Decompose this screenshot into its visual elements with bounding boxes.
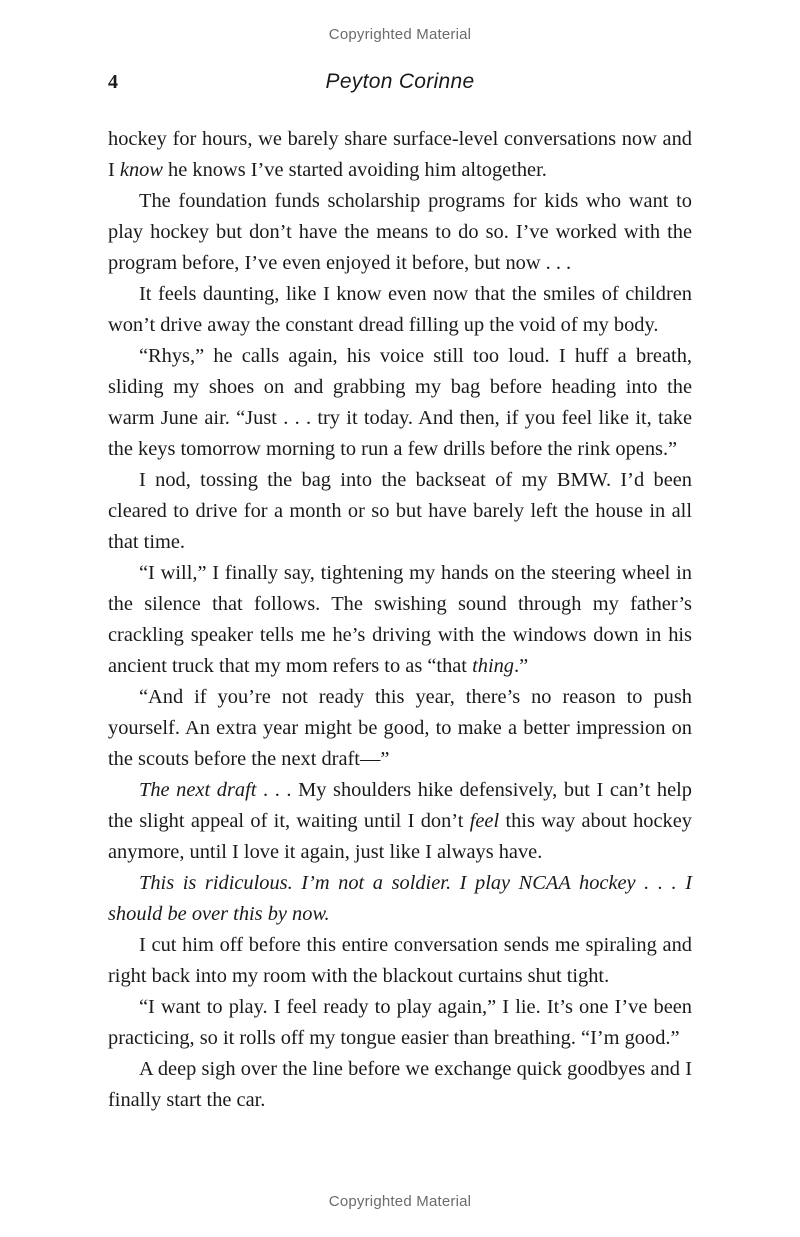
paragraph-8: The next draft . . . My shoulders hike defensively, but I can’t help the slight appeal of it, waiting until I don’t feel this way about hockey anymore, until I love it again, just like I always have. [108, 779, 692, 863]
paragraph-11: “I want to play. I feel ready to play again,” I lie. It’s one I’ve been practicing, so it rolls off my tongue easier than breathing. “I’m good.” [108, 996, 692, 1049]
paragraph-6: “I will,” I finally say, tightening my hands on the steering wheel in the silence that follows. The swishing sound through my father’s crackling speaker tells me he’s driving with the windows down in his ancient truck that my mom refers to as “that thing.” [108, 562, 692, 677]
emphasis-thing: thing [472, 655, 514, 677]
paragraph-2: The foundation funds scholarship programs for kids who want to play hockey but don’t have the means to do so. I’ve worked with the program before, I’ve even enjoyed it before, but now . . . [108, 190, 692, 274]
paragraph-5: I nod, tossing the bag into the backseat of my BMW. I’d been cleared to drive for a month or so but have barely left the house in all that time. [108, 469, 692, 553]
paragraph-12: A deep sigh over the line before we exchange quick goodbyes and I finally start the car. [108, 1058, 692, 1111]
paragraph-9-italic-thought: This is ridiculous. I’m not a soldier. I play NCAA hockey . . . I should be over this by now. [108, 872, 692, 925]
emphasis-feel: feel [469, 810, 500, 832]
paragraph-7: “And if you’re not ready this year, there’s no reason to push yourself. An extra year might be good, to make a better impression on the scouts before the next draft—” [108, 686, 692, 770]
paragraph-10: I cut him off before this entire conversation sends me spiraling and right back into my room with the blackout curtains shut tight. [108, 934, 692, 987]
paragraph-1: hockey for hours, we barely share surface-level conversations now and I know he knows I’ve started avoiding him altogether. [108, 128, 692, 181]
page-number: 4 [108, 71, 118, 93]
copyright-watermark-top: Copyrighted Material [328, 26, 472, 43]
emphasis-next-draft: The next draft [139, 779, 257, 801]
paragraph-3: It feels daunting, like I know even now that the smiles of children won’t drive away the constant dread filling up the void of my body. [108, 283, 692, 336]
copyright-watermark-bottom: Copyrighted Material [328, 1193, 472, 1210]
running-header [108, 68, 692, 96]
paragraph-4: “Rhys,” he calls again, his voice still too loud. I huff a breath, sliding my shoes on and grabbing my bag before heading into the warm June air. “Just . . . try it today. And then, if you feel like it, take the keys tomorrow morning to run a few drills before the rink opens.” [108, 345, 692, 460]
running-title: Peyton Corinne [325, 70, 475, 93]
body-text [108, 124, 692, 1116]
emphasis-know: know [119, 159, 163, 181]
